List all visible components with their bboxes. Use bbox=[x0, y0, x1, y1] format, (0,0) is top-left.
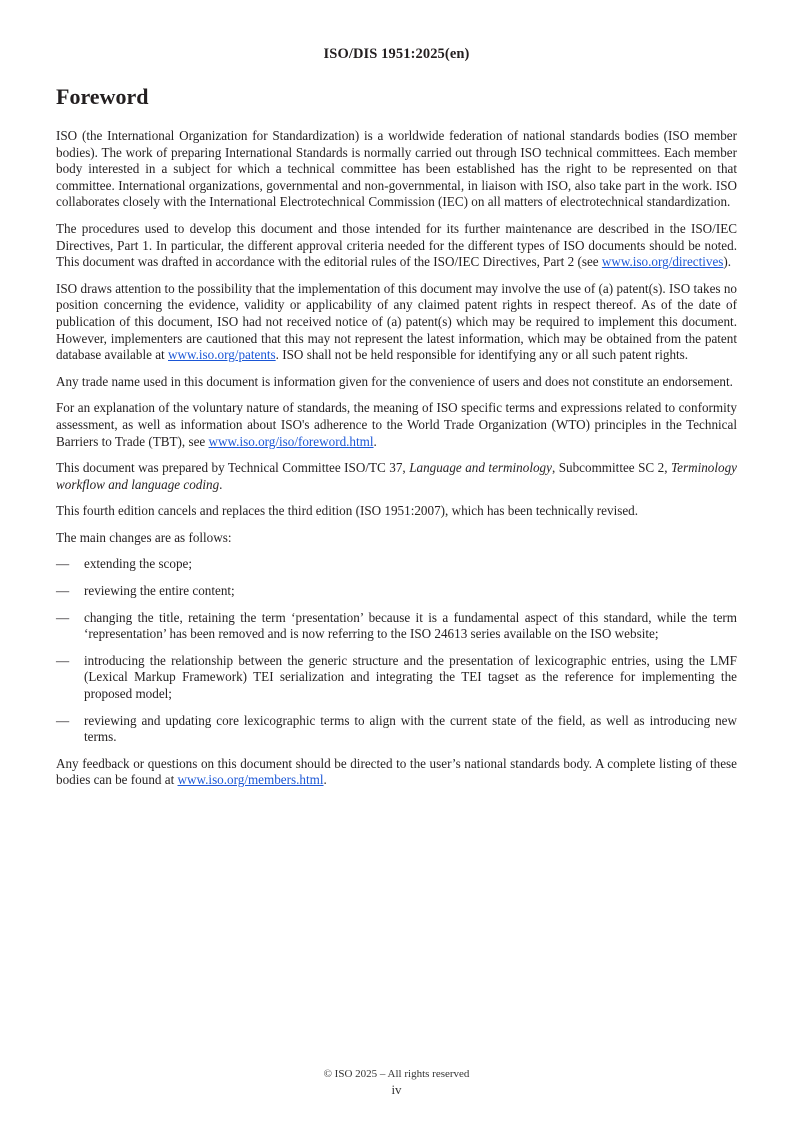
paragraph-text: The procedures used to develop this document and those intended for its further maintenance are described in the ISO/IEC Directives, Part 1. In particular, the different approval criteria needed for the different types of ISO documents should be noted. This document was drafted in accordance with the editorial rules of the ISO/IEC Directives, Part 2 (see bbox=[56, 220, 737, 270]
list-item bbox=[56, 583, 737, 600]
paragraph-changes-intro: The main changes are as follows: bbox=[56, 529, 232, 545]
paragraph-text: This document was prepared by Technical Committee ISO/TC 37, bbox=[56, 460, 410, 476]
em-dash-bullet: — bbox=[56, 556, 70, 572]
paragraph-text: . bbox=[219, 476, 223, 492]
members-link[interactable]: www.iso.org/members.html bbox=[177, 772, 324, 788]
list-item-text: reviewing the entire content; bbox=[84, 583, 235, 599]
list-item-text: changing the title, retaining the term ‘presentation’ because it is a fundamental aspect of this standard, while the term ‘representation’ has been removed and is now referring to the ISO 24613 series available on the ISO website; bbox=[84, 609, 737, 642]
em-dash-bullet: — bbox=[56, 609, 70, 625]
section-title: Foreword bbox=[56, 84, 149, 109]
paragraph-committee bbox=[56, 460, 737, 493]
list-item bbox=[56, 610, 737, 643]
copyright-notice: © ISO 2025 – All rights reserved bbox=[323, 1068, 470, 1080]
list-item bbox=[56, 713, 737, 746]
paragraph-text: . bbox=[373, 433, 377, 449]
paragraph-trade-name: Any trade name used in this document is information given for the convenience of users and does not constitute an endorsement. bbox=[56, 373, 733, 389]
paragraph-voluntary-nature bbox=[56, 400, 737, 450]
changes-list bbox=[56, 556, 737, 745]
foreword-body bbox=[56, 128, 737, 799]
paragraph-iso-federation: ISO (the International Organization for Standardization) is a worldwide federation of national standards bodies (ISO member bodies). The work of preparing International Standards is normally carried out through ISO technical committees. Each member body interested in a subject for which a technical committee has been established has the right to be represented on that committee. International organizations, governmental and non-governmental, in liaison with ISO, also take part in the work. ISO collaborates closely with the International Electrotechnical Commission (IEC) on all matters of electrotechnical standardization. bbox=[56, 128, 737, 210]
paragraph-text: . ISO shall not be held responsible for identifying any or all such patent rights. bbox=[275, 347, 689, 363]
list-item bbox=[56, 556, 737, 573]
page-footer bbox=[0, 1066, 793, 1098]
list-item-text: extending the scope; bbox=[84, 556, 193, 572]
paragraph-text: Any feedback or questions on this document should be directed to the user’s national standards body. A complete listing of these bodies can be found at bbox=[56, 755, 737, 788]
paragraph-text: . bbox=[323, 772, 327, 788]
paragraph-patents bbox=[56, 281, 737, 364]
list-item-text: reviewing and updating core lexicographic terms to align with the current state of the field, as well as introducing new terms. bbox=[84, 712, 737, 745]
directives-link[interactable]: www.iso.org/directives bbox=[601, 254, 724, 270]
paragraph-text: ISO draws attention to the possibility that the implementation of this document may involve the use of (a) patent(s). ISO takes no position concerning the evidence, validity or applicability of any claimed patent rights in respect thereof. As of the date of publication of this document, ISO had not received notice of (a) patent(s) which may be required to implement this document. However, implementers are cautioned that this may not represent the latest information, which may be obtained from the patent database available at bbox=[56, 280, 737, 363]
paragraph-text: , Subcommittee SC 2, bbox=[551, 460, 672, 476]
page-number: iv bbox=[391, 1082, 402, 1097]
paragraph-text: For an explanation of the voluntary nature of standards, the meaning of ISO specific terms and expressions related to conformity assessment, as well as information about ISO's adherence to the World Trade Organization (WTO) principles in the Technical Barriers to Trade (TBT), see bbox=[56, 400, 737, 449]
subcommittee-title: Terminology workflow and language coding bbox=[56, 460, 737, 492]
em-dash-bullet: — bbox=[56, 583, 70, 599]
paragraph-edition: This fourth edition cancels and replaces the third edition (ISO 1951:2007), which has been technically revised. bbox=[56, 503, 639, 519]
em-dash-bullet: — bbox=[56, 652, 70, 668]
list-item-text: introducing the relationship between the generic structure and the presentation of lexicographic entries, using the LMF (Lexical Markup Framework) TEI serialization and integrating the TEI tagset as the reference for implementing the proposed model; bbox=[84, 652, 737, 702]
list-item bbox=[56, 653, 737, 703]
committee-title: Language and terminology bbox=[409, 460, 552, 476]
foreword-link[interactable]: www.iso.org/iso/foreword.html bbox=[208, 433, 374, 449]
em-dash-bullet: — bbox=[56, 712, 70, 728]
paragraph-procedures bbox=[56, 221, 737, 271]
document-id-header: ISO/DIS 1951:2025(en) bbox=[323, 46, 470, 62]
paragraph-feedback bbox=[56, 756, 737, 789]
patents-link[interactable]: www.iso.org/patents bbox=[168, 347, 276, 363]
paragraph-text: ). bbox=[723, 254, 732, 270]
